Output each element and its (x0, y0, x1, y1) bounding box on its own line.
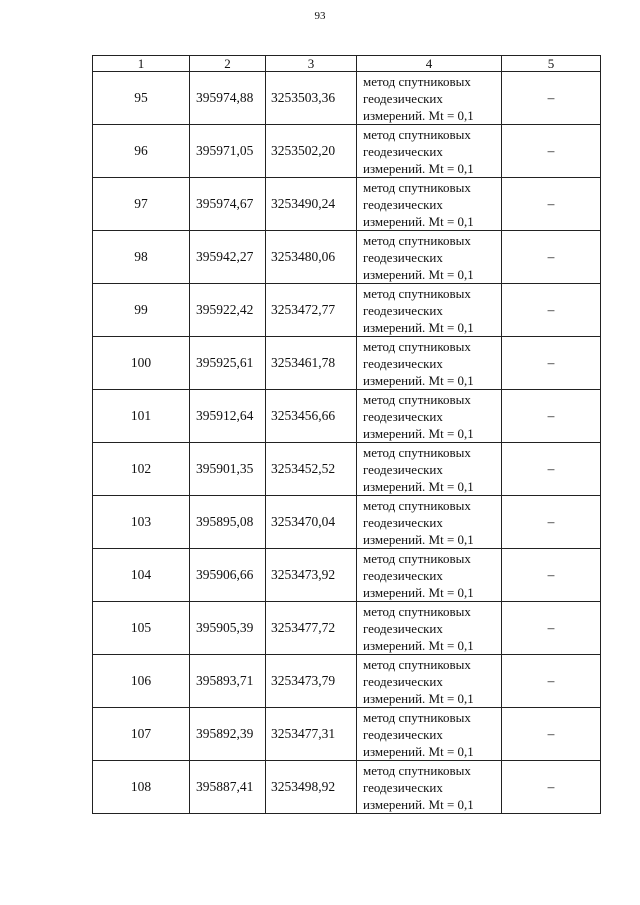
x-coordinate-cell: 395925,61 (190, 337, 266, 390)
method-cell (357, 496, 502, 549)
method-line: измерений. Mt = 0,1 (363, 796, 474, 812)
point-number-cell: 102 (93, 443, 190, 496)
table-row (93, 761, 601, 814)
y-coordinate-cell: 3253473,92 (266, 549, 357, 602)
method-line: метод спутниковых (363, 126, 471, 142)
y-coordinate-cell: 3253503,36 (266, 72, 357, 125)
table-row (93, 496, 601, 549)
table-row (93, 125, 601, 178)
method-cell (357, 284, 502, 337)
x-coordinate-cell: 395905,39 (190, 602, 266, 655)
x-coordinate-cell: 395906,66 (190, 549, 266, 602)
y-coordinate-cell: 3253452,52 (266, 443, 357, 496)
column-5-cell: – (502, 708, 601, 761)
method-line: геодезических (363, 408, 443, 424)
x-coordinate-cell: 395971,05 (190, 125, 266, 178)
table-row (93, 231, 601, 284)
method-line: геодезических (363, 355, 443, 371)
method-line: геодезических (363, 620, 443, 636)
x-coordinate-cell: 395893,71 (190, 655, 266, 708)
table-body (93, 72, 601, 814)
x-coordinate-cell: 395922,42 (190, 284, 266, 337)
method-line: измерений. Mt = 0,1 (363, 531, 474, 547)
method-line: метод спутниковых (363, 550, 471, 566)
y-coordinate-cell: 3253502,20 (266, 125, 357, 178)
y-coordinate-cell: 3253498,92 (266, 761, 357, 814)
method-line: метод спутниковых (363, 603, 471, 619)
method-cell (357, 125, 502, 178)
method-line: измерений. Mt = 0,1 (363, 107, 474, 123)
method-line: метод спутниковых (363, 762, 471, 778)
header-cell-5: 5 (502, 56, 601, 72)
method-line: измерений. Mt = 0,1 (363, 637, 474, 653)
table-row (93, 390, 601, 443)
method-line: измерений. Mt = 0,1 (363, 743, 474, 759)
y-coordinate-cell: 3253461,78 (266, 337, 357, 390)
column-5-cell: – (502, 602, 601, 655)
x-coordinate-cell: 395974,88 (190, 72, 266, 125)
table-row (93, 443, 601, 496)
x-coordinate-cell: 395892,39 (190, 708, 266, 761)
table-row (93, 72, 601, 125)
header-cell-1: 1 (93, 56, 190, 72)
method-line: измерений. Mt = 0,1 (363, 584, 474, 600)
point-number-cell: 95 (93, 72, 190, 125)
x-coordinate-cell: 395912,64 (190, 390, 266, 443)
method-cell (357, 337, 502, 390)
point-number-cell: 106 (93, 655, 190, 708)
y-coordinate-cell: 3253473,79 (266, 655, 357, 708)
method-line: геодезических (363, 673, 443, 689)
point-number-cell: 99 (93, 284, 190, 337)
x-coordinate-cell: 395895,08 (190, 496, 266, 549)
method-line: метод спутниковых (363, 656, 471, 672)
method-line: измерений. Mt = 0,1 (363, 690, 474, 706)
table-row (93, 284, 601, 337)
x-coordinate-cell: 395887,41 (190, 761, 266, 814)
method-line: геодезических (363, 726, 443, 742)
method-cell (357, 231, 502, 284)
x-coordinate-cell: 395901,35 (190, 443, 266, 496)
method-line: метод спутниковых (363, 709, 471, 725)
column-5-cell: – (502, 178, 601, 231)
point-number-cell: 96 (93, 125, 190, 178)
method-line: метод спутниковых (363, 179, 471, 195)
column-5-cell: – (502, 390, 601, 443)
method-cell (357, 761, 502, 814)
method-line: измерений. Mt = 0,1 (363, 160, 474, 176)
column-5-cell: – (502, 337, 601, 390)
method-line: метод спутниковых (363, 232, 471, 248)
point-number-cell: 97 (93, 178, 190, 231)
point-number-cell: 101 (93, 390, 190, 443)
method-line: геодезических (363, 302, 443, 318)
header-cell-3: 3 (266, 56, 357, 72)
column-5-cell: – (502, 496, 601, 549)
y-coordinate-cell: 3253477,72 (266, 602, 357, 655)
method-line: метод спутниковых (363, 444, 471, 460)
method-line: измерений. Mt = 0,1 (363, 372, 474, 388)
method-cell (357, 549, 502, 602)
point-number-cell: 108 (93, 761, 190, 814)
method-cell (357, 390, 502, 443)
header-cell-4: 4 (357, 56, 502, 72)
point-number-cell: 105 (93, 602, 190, 655)
column-5-cell: – (502, 655, 601, 708)
method-cell (357, 443, 502, 496)
point-number-cell: 107 (93, 708, 190, 761)
table-row (93, 549, 601, 602)
method-cell (357, 655, 502, 708)
table-row (93, 655, 601, 708)
method-line: геодезических (363, 567, 443, 583)
table-header-row (93, 56, 601, 72)
point-number-cell: 100 (93, 337, 190, 390)
method-cell (357, 178, 502, 231)
column-5-cell: – (502, 549, 601, 602)
method-line: измерений. Mt = 0,1 (363, 478, 474, 494)
column-5-cell: – (502, 125, 601, 178)
point-number-cell: 103 (93, 496, 190, 549)
table-row (93, 708, 601, 761)
x-coordinate-cell: 395942,27 (190, 231, 266, 284)
header-cell-2: 2 (190, 56, 266, 72)
method-line: геодезических (363, 90, 443, 106)
y-coordinate-cell: 3253456,66 (266, 390, 357, 443)
column-5-cell: – (502, 284, 601, 337)
method-line: измерений. Mt = 0,1 (363, 319, 474, 335)
method-line: геодезических (363, 779, 443, 795)
y-coordinate-cell: 3253480,06 (266, 231, 357, 284)
y-coordinate-cell: 3253472,77 (266, 284, 357, 337)
method-line: измерений. Mt = 0,1 (363, 425, 474, 441)
method-line: геодезических (363, 461, 443, 477)
method-line: метод спутниковых (363, 391, 471, 407)
table-row (93, 337, 601, 390)
method-line: геодезических (363, 196, 443, 212)
method-line: геодезических (363, 514, 443, 530)
column-5-cell: – (502, 231, 601, 284)
method-line: измерений. Mt = 0,1 (363, 213, 474, 229)
method-line: измерений. Mt = 0,1 (363, 266, 474, 282)
column-5-cell: – (502, 72, 601, 125)
method-line: геодезических (363, 249, 443, 265)
coordinates-table (92, 55, 601, 814)
method-line: геодезических (363, 143, 443, 159)
method-line: метод спутниковых (363, 497, 471, 513)
method-line: метод спутниковых (363, 338, 471, 354)
method-cell (357, 72, 502, 125)
column-5-cell: – (502, 443, 601, 496)
method-cell (357, 602, 502, 655)
y-coordinate-cell: 3253490,24 (266, 178, 357, 231)
method-line: метод спутниковых (363, 285, 471, 301)
y-coordinate-cell: 3253470,04 (266, 496, 357, 549)
table-row (93, 178, 601, 231)
column-5-cell: – (502, 761, 601, 814)
table-row (93, 602, 601, 655)
method-line: метод спутниковых (363, 73, 471, 89)
x-coordinate-cell: 395974,67 (190, 178, 266, 231)
page-number: 93 (314, 10, 326, 22)
point-number-cell: 98 (93, 231, 190, 284)
point-number-cell: 104 (93, 549, 190, 602)
method-cell (357, 708, 502, 761)
y-coordinate-cell: 3253477,31 (266, 708, 357, 761)
